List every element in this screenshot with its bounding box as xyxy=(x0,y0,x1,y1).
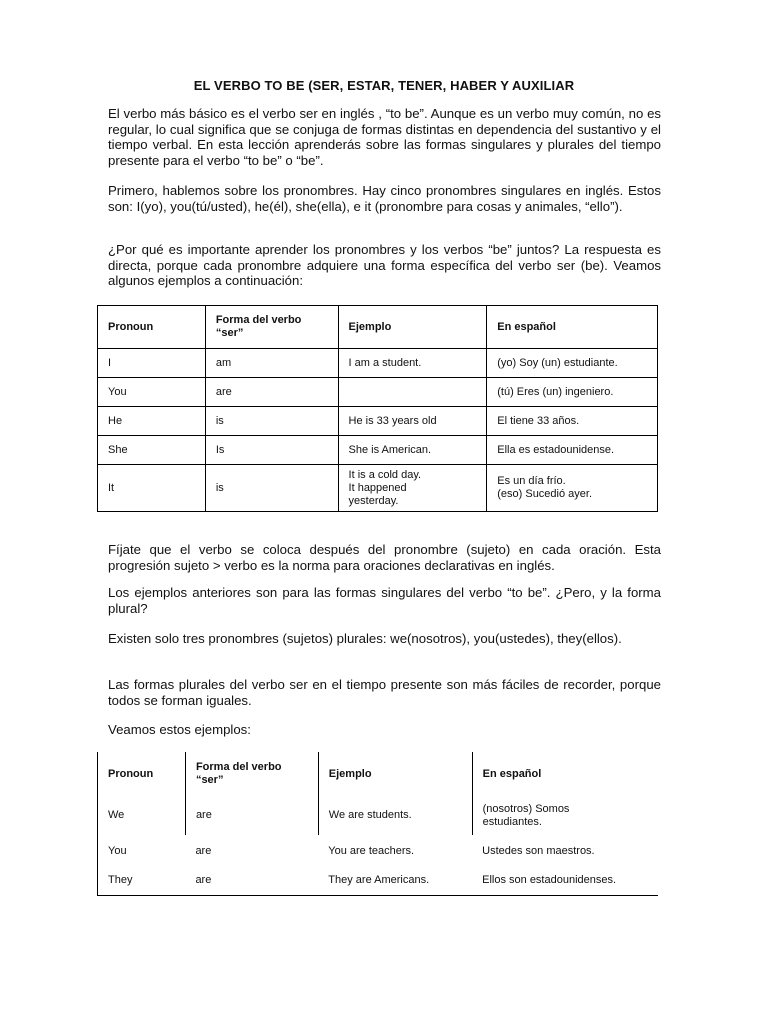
paragraph-pronouns: Primero, hablemos sobre los pronombres. Hay cinco pronombres singulares en inglés. Estos son: I(yo), you(tú/usted), he(él), she(ella), e it (pronombre para cosas y animales, “ello”). xyxy=(108,183,661,214)
cell-verb: are xyxy=(185,796,318,835)
table-row xyxy=(98,465,658,512)
cell-spanish: El tiene 33 años. xyxy=(487,407,658,436)
table-row xyxy=(98,349,658,378)
cell-pronoun: He xyxy=(108,414,123,427)
cell-spanish: (yo) Soy (un) estudiante. xyxy=(487,349,658,378)
cell-verb: is xyxy=(205,465,338,512)
plural-table xyxy=(97,752,658,896)
page-title: EL VERBO TO BE (SER, ESTAR, TENER, HABER Y AUXILIAR xyxy=(193,78,575,93)
cell-example: I am a student. xyxy=(338,349,487,378)
cell-verb: Is xyxy=(205,436,338,465)
cell-spanish: Ellos son estadounidenses. xyxy=(482,874,617,887)
cell-example: It is a cold day. It happened yesterday. xyxy=(338,465,487,512)
table-header-row xyxy=(98,752,659,796)
header-spanish: En español xyxy=(487,306,658,349)
cell-example: He is 33 years old xyxy=(338,407,487,436)
table-row xyxy=(98,436,658,465)
cell-pronoun: It xyxy=(108,481,115,494)
cell-verb: am xyxy=(205,349,338,378)
paragraph-intro: El verbo más básico es el verbo ser en inglés , “to be”. Aunque es un verbo muy común, no es regular, lo cual significa que se conjuga de formas distintas en dependencia del sustantivo y el tiempo verbal. En esta lección aprenderás sobre las formas singulares y plurales del tiempo presente para el verbo “to be” o “be”. xyxy=(108,106,661,168)
header-verb-form: Forma del verbo “ser” xyxy=(185,752,318,796)
table-row xyxy=(98,796,659,835)
cell-verb: are xyxy=(195,844,212,857)
table-row xyxy=(98,378,658,407)
header-example: Ejemplo xyxy=(338,306,487,349)
header-verb-form: Forma del verbo “ser” xyxy=(205,306,338,349)
cell-pronoun: I xyxy=(108,356,112,369)
cell-spanish: (tú) Eres (un) ingeniero. xyxy=(487,378,658,407)
header-spanish: En español xyxy=(472,752,658,796)
paragraph-examples: Veamos estos ejemplos: xyxy=(108,722,251,737)
cell-verb: is xyxy=(205,407,338,436)
table-row xyxy=(98,867,659,895)
header-pronoun: Pronoun xyxy=(98,752,186,796)
cell-pronoun: She xyxy=(108,443,128,456)
paragraph-plural-pronouns: Existen solo tres pronombres (sujetos) plurales: we(nosotros), you(ustedes), they(ellos). xyxy=(108,631,622,646)
cell-pronoun: You xyxy=(108,385,127,398)
cell-pronoun: They xyxy=(98,867,186,895)
cell-spanish: Ella es estadounidense. xyxy=(487,436,658,465)
cell-pronoun: We xyxy=(98,796,186,835)
cell-spanish: Es un día frío. (eso) Sucedió ayer. xyxy=(487,465,658,512)
header-example: Ejemplo xyxy=(318,752,472,796)
cell-pronoun: You xyxy=(98,835,186,867)
paragraph-plural-question: Los ejemplos anteriores son para las formas singulares del verbo “to be”. ¿Pero, y la forma plural? xyxy=(108,585,661,616)
table-header-row xyxy=(98,306,658,349)
table-row xyxy=(98,835,659,867)
cell-example: They are Americans. xyxy=(328,874,430,887)
table-row xyxy=(98,407,658,436)
cell-verb: are xyxy=(205,378,338,407)
cell-example: She is American. xyxy=(338,436,487,465)
cell-example xyxy=(338,378,487,407)
cell-spanish: Ustedes son maestros. xyxy=(482,844,595,857)
cell-example: We are students. xyxy=(318,796,472,835)
header-pronoun: Pronoun xyxy=(108,320,154,333)
paragraph-plural-forms: Las formas plurales del verbo ser en el tiempo presente son más fáciles de recorder, porque todos se forman iguales. xyxy=(108,677,661,708)
cell-example: You are teachers. xyxy=(328,844,415,857)
singular-table xyxy=(97,305,658,512)
paragraph-order: Fíjate que el verbo se coloca después del pronombre (sujeto) en cada oración. Esta progresión sujeto > verbo es la norma para oraciones declarativas en inglés. xyxy=(108,542,661,573)
cell-verb: are xyxy=(195,874,212,887)
cell-spanish: (nosotros) Somos estudiantes. xyxy=(472,796,658,835)
paragraph-why: ¿Por qué es importante aprender los pronombres y los verbos “be” juntos? La respuesta es directa, porque cada pronombre adquiere una forma específica del verbo ser (be). Veamos algunos ejemplos a continuación: xyxy=(108,242,661,289)
